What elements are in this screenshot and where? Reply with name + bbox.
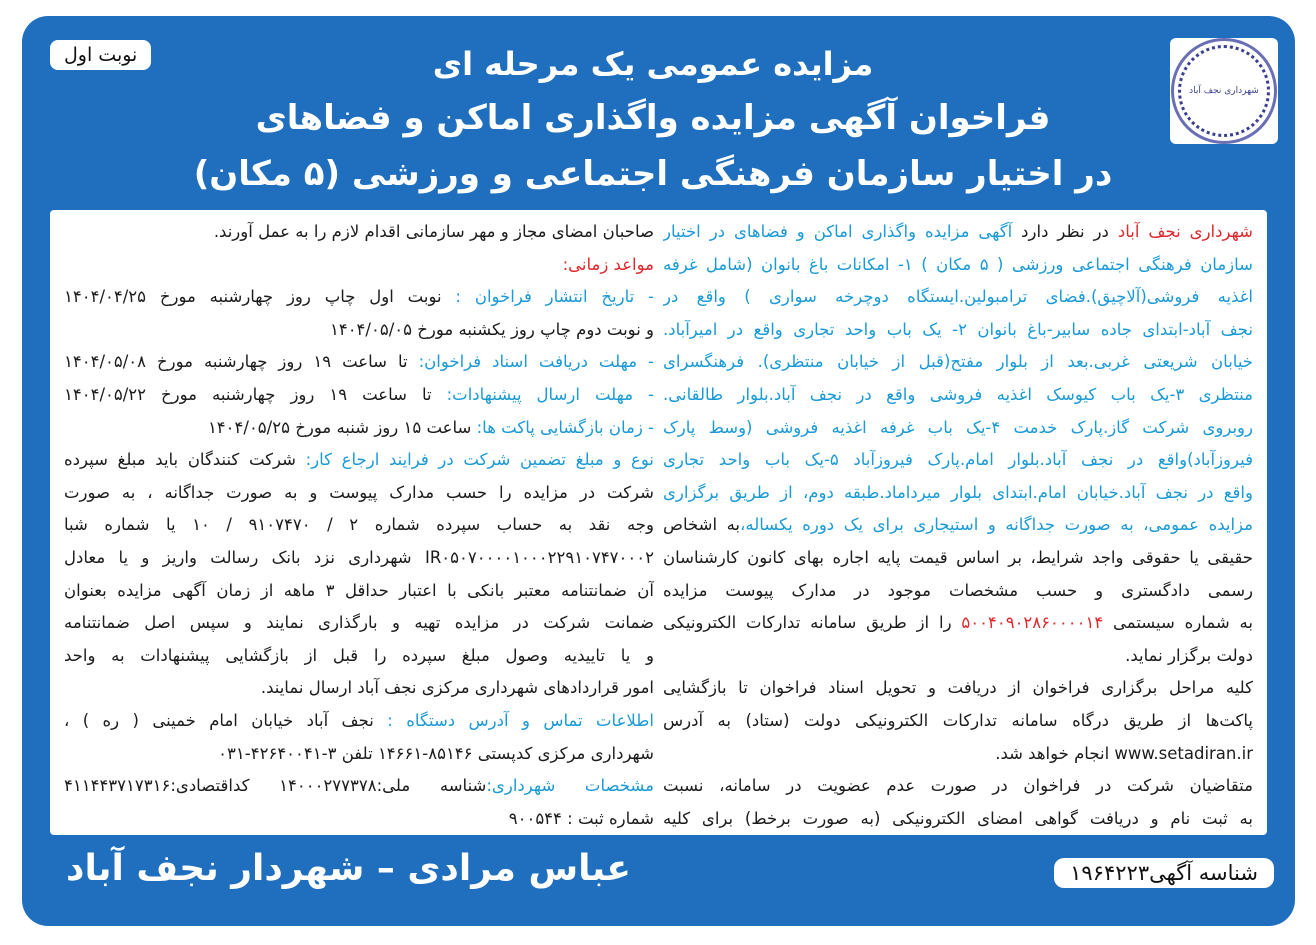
body-text: شناسه ملی:۱۴۰۰۰۲۷۷۳۷۸ کداقتصادی:۴۱۱۴۴۳۷۱۷۳۱۶ [64, 776, 487, 796]
body-text: آن ضمانتنامه معتبر بانکی با اعتبار حداقل ۳ ماهه از زمان آگهی مزایده بعنوان [64, 580, 654, 600]
text-line [663, 738, 1253, 771]
body-text: www.setadiran.ir انجام خواهد شد. [995, 743, 1253, 763]
text-line [64, 770, 654, 803]
body-text: در نظر دارد [1012, 222, 1118, 241]
body-text: به شماره سیستمی [1103, 613, 1253, 633]
highlight-text: ۵۰۰۴۰۹۰۲۸۶۰۰۰۰۱۴ [961, 613, 1104, 633]
body-text: شرکت در مزایده را حسب مدارک پیوست و به صورت جداگانه ، به صورت [64, 482, 654, 502]
text-line [64, 542, 654, 575]
highlight-text: خیابان شریعتی غربی.بعد از بلوار مفتح(قبل از خیابان منتظری). فرهنگسرای [663, 352, 1253, 372]
highlight-text: - مهلت دریافت اسناد فراخوان: [407, 352, 654, 372]
text-line [663, 575, 1253, 608]
text-line [64, 640, 654, 673]
body-text: نوبت اول چاپ روز چهارشنبه مورخ ۱۴۰۴/۰۴/۲۵ [64, 287, 442, 307]
text-line [663, 672, 1253, 705]
text-line [64, 379, 654, 412]
text-line [663, 770, 1253, 803]
text-line [663, 444, 1253, 477]
highlight-text: آگهی مزایده واگذاری اماکن و فضاهای در اختیار [663, 222, 1013, 241]
text-line [663, 346, 1253, 379]
text-line [663, 640, 1253, 673]
notice-titles [160, 38, 1146, 202]
text-line [663, 216, 1253, 249]
highlight-text: - زمان بازگشایی پاکت ها: [471, 417, 654, 437]
page-edge [0, 0, 10, 945]
text-line [663, 803, 1253, 836]
text-line [64, 607, 654, 640]
text-line [64, 249, 654, 282]
highlight-text: اطلاعات تماس و آدرس دستگاه : [373, 710, 654, 730]
highlight-text: نجف آباد-ابتدای جاده سابیر-باغ بانوان ۲- یک باب واحد تجاری واقع در امیرآباد. [663, 319, 1253, 339]
highlight-text: مواعد زمانی: [562, 254, 654, 274]
logo-text: شهرداری نجف آباد [1189, 86, 1259, 96]
left-column [64, 216, 654, 835]
text-line [663, 281, 1253, 314]
body-text: و یا تاییدیه وصول مبلغ سپرده را قبل از بازگشایی پیشنهادات به واحد [64, 645, 654, 665]
body-text: شرکت کنندگان باید مبلغ سپرده [64, 450, 296, 470]
text-line [64, 738, 654, 771]
highlight-text: نوع و مبلغ تضمین شرکت در فرایند ارجاع کار: [295, 450, 654, 470]
body-text: به اشخاص [663, 515, 741, 535]
body-text: دولت برگزار نماید. [1125, 645, 1253, 665]
text-line [663, 705, 1253, 738]
round-tag: نوبت اول [50, 40, 151, 70]
highlight-text: فیروزآباد)واقع در نجف آباد.بلوار امام.پارک فیروزآباد ۵-یک باب واحد تجاری [663, 450, 1253, 470]
highlight-text: واقع در نجف آباد.خیابان امام.ابتدای بلوار میرداماد.طبقه دوم، از طریق برگزاری [663, 482, 1253, 502]
text-line [663, 412, 1253, 445]
body-text: صاحبان امضای مجاز و مهر سازمانی اقدام لازم را به عمل آورند. [213, 222, 654, 241]
highlight-text: سازمان فرهنگی اجتماعی ورزشی ( ۵ مکان ) ۱- امکانات باغ بانوان (شامل غرفه [663, 254, 1253, 274]
text-line [64, 444, 654, 477]
body-text: ضمانت شرکت در مزایده تهیه و بارگذاری نمایند و سپس اصل ضمانتنامه [64, 613, 654, 633]
text-line [64, 281, 654, 314]
title-line-1: مزایده عمومی یک مرحله ای [432, 45, 874, 83]
text-line [64, 346, 654, 379]
body-text: تا ساعت ۱۹ روز چهارشنبه مورخ ۱۴۰۴/۰۵/۲۲ [64, 384, 432, 404]
body-text: ساعت ۱۵ روز شنبه مورخ ۱۴۰۴/۰۵/۲۵ [207, 417, 472, 437]
body-text: IR۰۵۰۷۰۰۰۰۱۰۰۰۲۲۹۱۰۷۴۷۰۰۰۲ شهرداری نزد بانک رسالت واریز و یا معادل [64, 547, 654, 567]
title-line-2: فراخوان آگهی مزایده واگذاری اماکن و فضاهای [255, 98, 1051, 138]
title-line-3: در اختیار سازمان فرهنگی اجتماعی و ورزشی (۵ مکان) [193, 154, 1113, 194]
body-text: کلیه مراحل برگزاری فراخوان از دریافت و تحویل اسناد فراخوان تا بازگشایی [663, 678, 1253, 698]
notice-body [50, 210, 1267, 835]
body-text: را از طریق سامانه تدارکات الکترونیکی [663, 613, 962, 633]
body-text: تا ساعت ۱۹ روز چهارشنبه مورخ ۱۴۰۴/۰۵/۰۸ [64, 352, 408, 372]
body-text: وجه نقد به حساب سپرده شماره ۲ / ۹۱۰۷۴۷۰ / ۱۰ یا شماره شبا [64, 515, 654, 535]
body-text: حقیقی یا حقوقی واجد شرایط، بر اساس قیمت پایه اجاره بهای کانون کارشناسان [663, 547, 1253, 567]
seal-icon [1178, 45, 1270, 137]
text-line [64, 509, 654, 542]
text-line [64, 216, 654, 249]
body-text: نجف آباد خیابان امام خمینی ( ره ) ، [64, 710, 374, 730]
body-text: امور قراردادهای شهرداری مرکزی نجف آباد ارسال نمایند. [260, 678, 654, 698]
body-text: شهرداری مرکزی کدپستی ۸۵۱۴۶-۱۴۶۶۱ تلفن ۳-۴۲۶۴۰۰۴۱-۰۳۱ [218, 743, 654, 763]
text-line [663, 509, 1253, 542]
text-line [663, 249, 1253, 282]
text-line [663, 542, 1253, 575]
body-text: پاکت‌ها از طریق درگاه سامانه تدارکات الکترونیکی دولت (ستاد) به آدرس [663, 710, 1253, 730]
highlight-text: - مهلت ارسال پیشنهادات: [431, 384, 654, 404]
text-line [64, 705, 654, 738]
text-line [64, 412, 654, 445]
body-text: متقاضیان شرکت در فراخوان در صورت عدم عضویت در سامانه، نسبت [663, 776, 1253, 796]
ad-id-badge: شناسه آگهی۱۹۶۴۲۲۳ [1054, 858, 1274, 888]
text-line [663, 477, 1253, 510]
right-column [663, 216, 1253, 835]
body-text: شماره ثبت : ۹۰۰۵۴۴ [508, 808, 654, 828]
text-line [663, 379, 1253, 412]
highlight-text: اغذیه فروشی(آلاچیق).فضای ترامبولین.ایستگاه دوچرخه سواری ) واقع در [663, 287, 1253, 307]
text-line [64, 477, 654, 510]
highlight-text: منتظری ۳-یک باب کیوسک اغذیه فروشی واقع در نجف آباد.بلوار طالقانی. [663, 384, 1253, 404]
text-line [663, 607, 1253, 640]
highlight-text: - تاریخ انتشار فراخوان : [441, 287, 654, 307]
body-text: به ثبت نام و دریافت گواهی امضای الکترونیکی (به صورت برخط) برای کلیه [663, 808, 1253, 828]
highlight-text: شهرداری نجف آباد [1117, 222, 1253, 241]
body-text: و نوبت دوم چاپ روز یکشنبه مورخ ۱۴۰۴/۰۵/۰۵ [329, 319, 654, 339]
text-line [64, 803, 654, 836]
text-line [64, 314, 654, 347]
highlight-text: روبروی شرکت گاز.پارک خدمت ۴-یک باب غرفه اغذیه فروشی (وسط پارک [663, 417, 1253, 437]
highlight-text: مشخصات شهرداری: [486, 776, 654, 796]
text-line [64, 672, 654, 705]
body-text: رسمی دادگستری و حسب مشخصات موجود در مدارک پیوست مزایده [663, 580, 1253, 600]
text-line [663, 314, 1253, 347]
text-line [64, 575, 654, 608]
signature: عباس مرادی – شهردار نجف آباد [66, 848, 631, 889]
municipality-logo [1170, 38, 1278, 144]
highlight-text: مزایده عمومی، به صورت جداگانه و استیجاری برای یک دوره یکساله، [740, 515, 1253, 535]
